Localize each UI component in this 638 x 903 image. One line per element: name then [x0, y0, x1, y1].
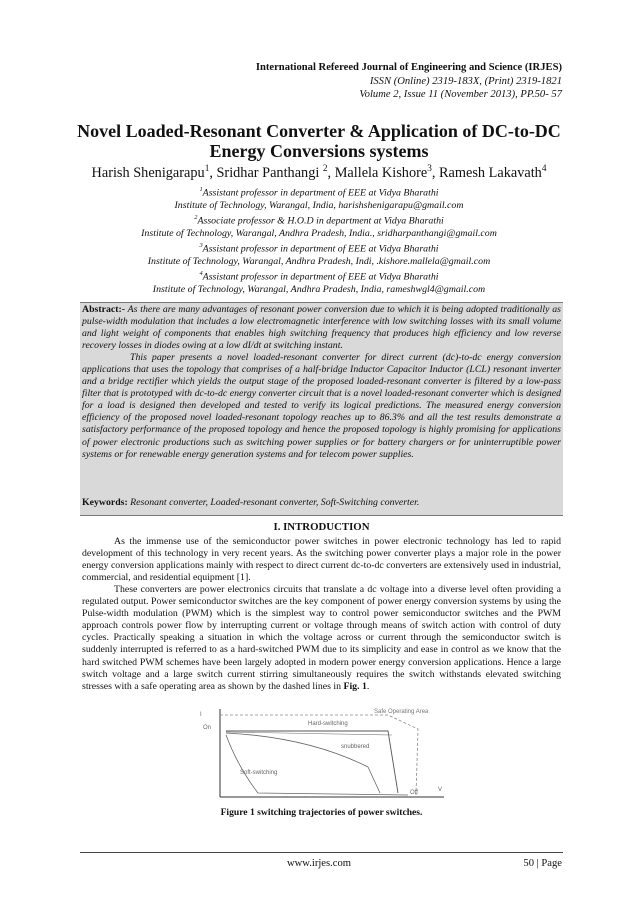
page-number: 50 | Page	[523, 858, 562, 869]
intro-paragraph-1: As the immense use of the semiconductor power switches in power electronic technology has led to rapid development of this technology in very recent years. As the switching power converter plays a major role in the power energy conversion applications mainly with respect to direct current dc-to-dc converters are extensively used in industrial, commercial, and residential equipment [1].	[82, 536, 561, 584]
switching-trajectory-figure	[198, 707, 446, 802]
affiliation-line: $^4$Assistant professor in department of EEE at Vidya Bharathi	[199, 270, 439, 283]
label-snubbered: snubbered	[341, 744, 370, 750]
keywords-text: Resonant converter, Loaded-resonant converter, Soft-Switching converter.	[130, 497, 420, 508]
affiliation-line: Institute of Technology, Warangal, Andhra Pradesh, India, rameshwgl4@gmail.com	[152, 284, 486, 296]
axis-label-i: I	[200, 712, 202, 718]
journal-name: International Refereed Journal of Engineering and Science (IRJES)	[255, 62, 562, 73]
affiliation-line: Institute of Technology, Warangal, Andhra Pradesh, Indi, .kishore.mallela@gmail.com	[147, 255, 491, 267]
title-line-1: Novel Loaded-Resonant Converter & Application of DC-to-DC	[77, 121, 561, 141]
figure-caption: Figure 1 switching trajectories of power switches.	[220, 807, 423, 818]
affiliation-line: $^3$Assistant professor in department of EEE at Vidya Bharathi	[199, 242, 439, 255]
label-hard-switching: Hard-switching	[308, 721, 348, 727]
label-soft-switching: Soft-switching	[240, 770, 278, 776]
affiliation-line: $^1$Assistant professor in department of EEE at Vidya Bharathi	[199, 186, 439, 199]
affiliation-line: $^2$Associate professor & H.O.D in department at Vidya Bharathi	[194, 214, 444, 227]
paper-title	[70, 121, 568, 161]
figure-reference: Fig. 1	[343, 680, 367, 692]
label-off: Off	[410, 790, 418, 796]
label-on: On	[203, 725, 212, 731]
snubbered-trajectory	[226, 733, 380, 793]
affiliation-line: Institute of Technology, Warangal, India, harishshenigarapu@gmail.com	[174, 199, 464, 211]
keywords	[82, 497, 561, 508]
footer-rule	[80, 852, 563, 853]
label-soa: Safe Operating Area	[374, 709, 429, 715]
footer-url: www.irjes.com	[286, 858, 352, 869]
soft-switching-trajectory	[226, 735, 408, 795]
author-list: Harish Shenigarapu$^1$, Sridhar Panthangi $^2$, Mallela Kishore$^3$, Ramesh Lakavath$^4$	[91, 164, 547, 181]
intro-paragraph-2: These converters are power electronics circuits that translate a dc voltage into a diverse level often providing a regulated output. Power semiconductor switches are the key component of power energy conversion systems by using the Pulse-width modulation (PWM) which is the simplest way to control power semiconductor switches and the PWM approach controls power flow by interrupting current or voltage through means of switch action with control of duty cycles. Practically speaking a situation in which the voltage across or current through the semiconductor switch is suddenly interrupted is referred to as a hard-switched PWM due to its simplicity and ease in control as we know that the hard switched PWM schemes have been largely adopted in modern power energy conversion applications. Hence a large switch voltage and a large switch current stirring simultaneously requires the switch withstands elevated switching stresses with a safe operating area as shown by the dashed lines in Fig. 1.	[82, 584, 561, 692]
abstract-paragraph-2: This paper presents a novel loaded-resonant converter for direct current (dc)-to-dc energy conversion applications that uses the topology that comprises of a half-bridge Inductor Capacitor Inductor (LCL) resonant inverter and a bridge rectifier which yields the output stage of the proposed loaded-resonant converter is filtered by a low-pass filter that is prototyped with dc-to-dc energy converter circuit that is a novel loaded-resonant converter which is designed for a load is designed then developed and tested to verify its logical predictions. The measured energy conversion efficiency of the proposed novel loaded-resonant topology reaches up to 86.3% and all the test results demonstrate a satisfactory performance of the proposed topology and hence the proposed topology is highly promising for applications of power electronic productions such as switching power supplies or for battery chargers or for uninterruptible power systems or for renewable energy generation systems and for telecom power supplies.	[82, 352, 561, 460]
safe-operating-area-boundary	[220, 715, 418, 795]
axis-label-v: V	[438, 787, 443, 793]
affiliations	[40, 184, 598, 296]
affiliation-line: Institute of Technology, Warangal, Andhra Pradesh, India., sridharpanthangi@gmail.com	[141, 227, 497, 239]
section-heading: I. INTRODUCTION	[273, 521, 370, 533]
volume-line: Volume 2, Issue 11 (November 2013), PP.50- 57	[359, 89, 562, 100]
keywords-label: Keywords:	[82, 497, 128, 508]
title-line-2: Energy Conversions systems	[209, 141, 429, 161]
hard-switching-trajectory	[226, 731, 398, 793]
abstract	[82, 304, 561, 461]
abstract-paragraph-1: As there are many advantages of resonant power conversion due to which it is being adopted traditionally as pulse-width modulation that includes a low electromagnetic interference with low switching losses with its small volume and light weight of components that enables high switching frequency that produces high efficiency and low reverse recovery losses in diodes owing at a low dI/dt at switching instant.	[82, 304, 561, 352]
issn-line: ISSN (Online) 2319-183X, (Print) 2319-1821	[369, 76, 562, 87]
abstract-label: Abstract:-	[82, 304, 125, 315]
intro-paragraph-2-text: These converters are power electronics circuits that translate a dc voltage into a diverse level often providing a regulated output. Power semiconductor switches are the key component of power energy conversion systems by using the Pulse-width modulation (PWM) which is the simplest way to control power semiconductor switches and the PWM approach controls power flow by interrupting current or voltage through means of switch action with control of duty cycles. Practically speaking a situation in which the voltage across or current through the semiconductor switch is suddenly interrupted is referred to as a hard-switched PWM due to its simplicity and ease in control as we know that the hard switched PWM schemes have been largely adopted in modern power energy conversion applications. Hence a large switch voltage and a large switch current stirring simultaneously requires the switch withstands elevated switching stresses with a safe operating area as shown by the dashed lines in	[82, 584, 561, 692]
